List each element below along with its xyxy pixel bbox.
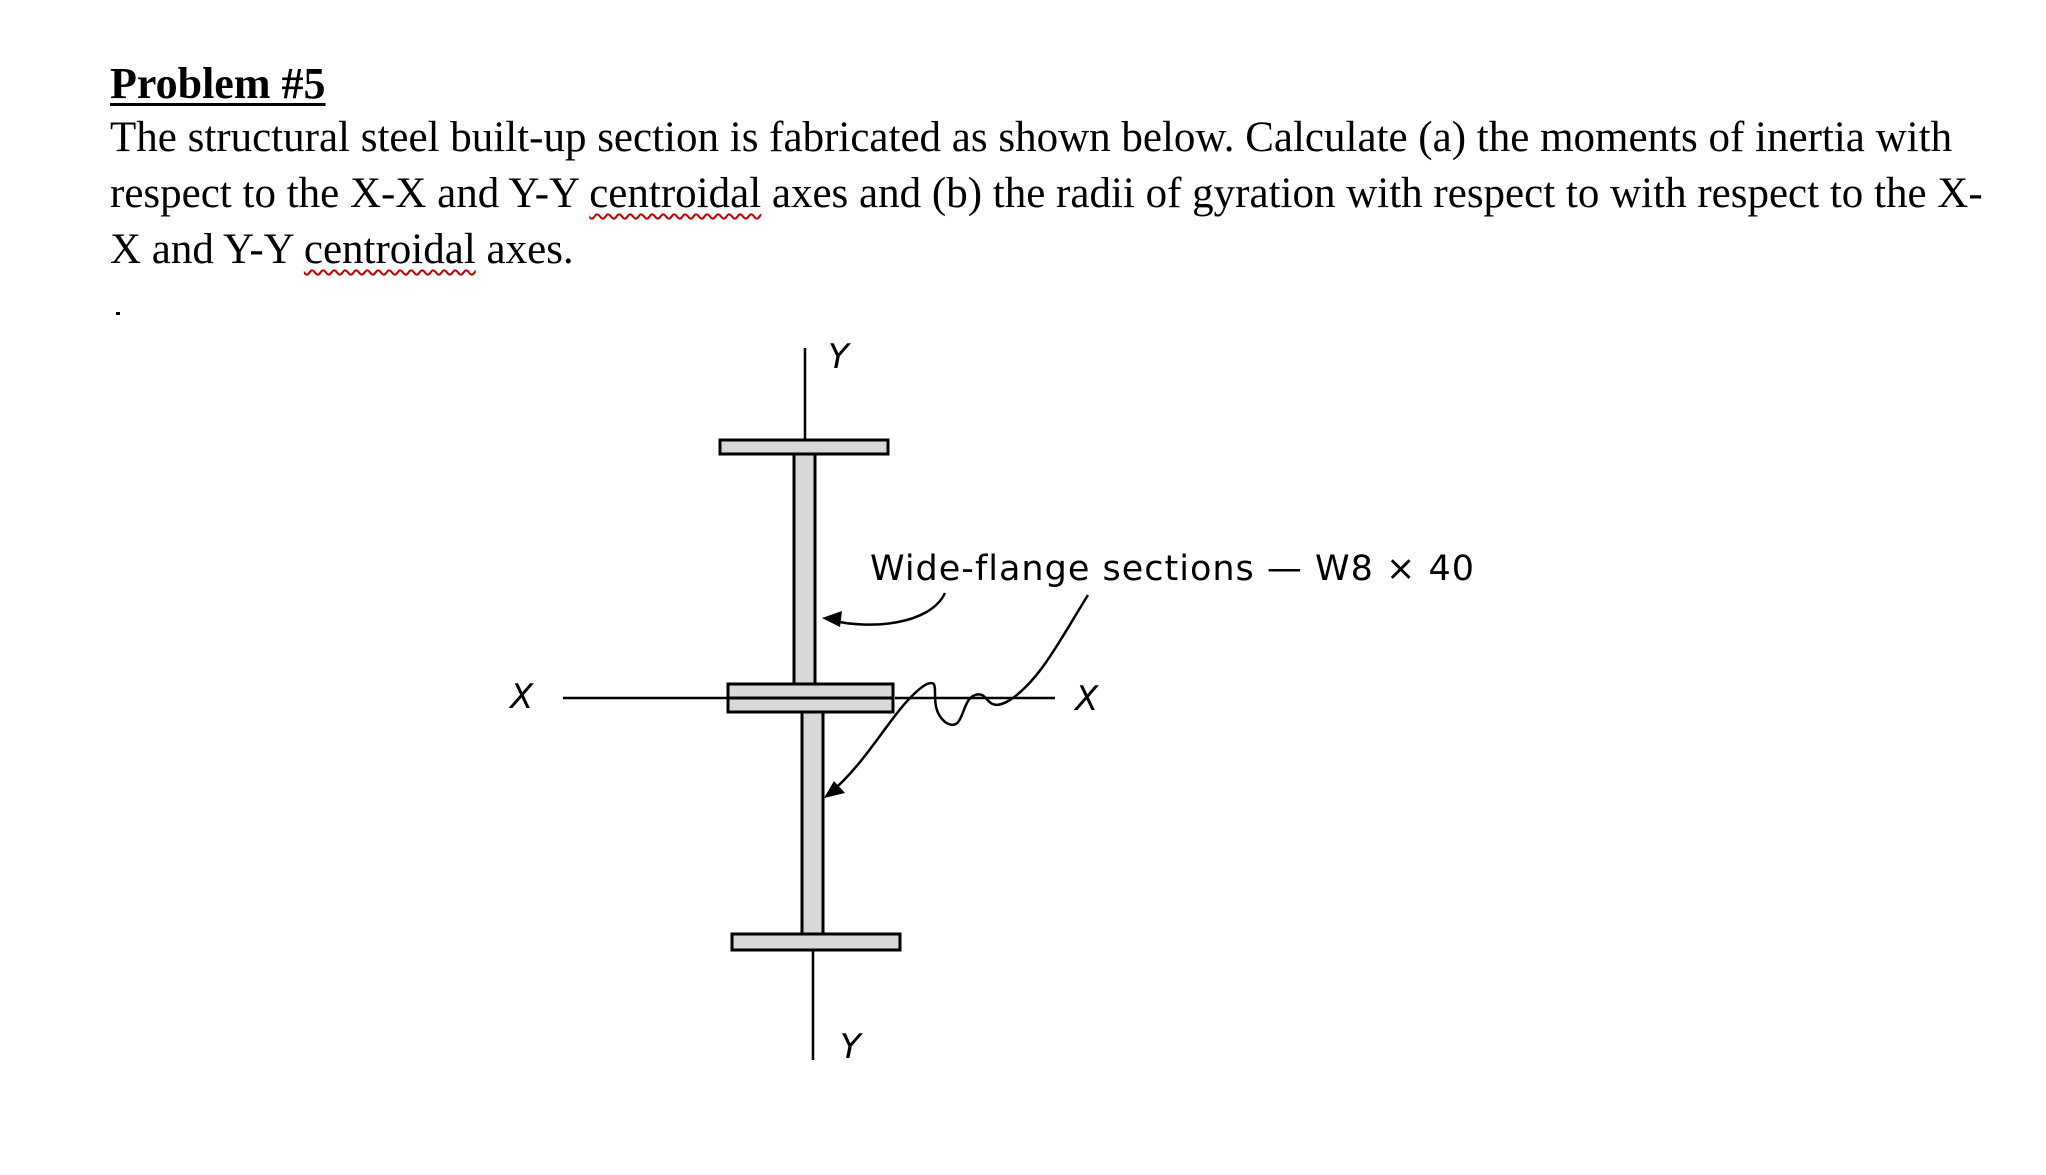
central-flanges [728, 684, 893, 712]
axis-label-x-left: X [510, 677, 534, 717]
problem-text-part-2: axes and (b) the radii of gyration with respect to with respect to the X-X and Y-Y [110, 170, 1983, 273]
problem-text-part-3: axes. [475, 226, 574, 273]
problem-title: Problem #5 [110, 59, 326, 108]
axis-label-y-bottom: Y [840, 1027, 861, 1067]
spellcheck-word-centroidal-2: centroidal [303, 226, 476, 273]
callout-label: Wide-flange sections — W8 × 40 [870, 549, 1476, 589]
axis-label-y-top: Y [828, 337, 849, 377]
upper-wide-flange-section [720, 440, 888, 684]
lower-wide-flange-section [732, 712, 900, 950]
axis-label-x-right: X [1075, 679, 1099, 719]
callout-arrowhead-upper [822, 611, 842, 627]
spellcheck-word-centroidal-1: centroidal [589, 170, 762, 217]
problem-text-part-1: The structural steel built-up section is fabricated as shown below. Calculate (a) the moments of inertia with respect to the X-X and Y-Y [110, 114, 1953, 217]
callout-leader-upper [830, 593, 945, 625]
